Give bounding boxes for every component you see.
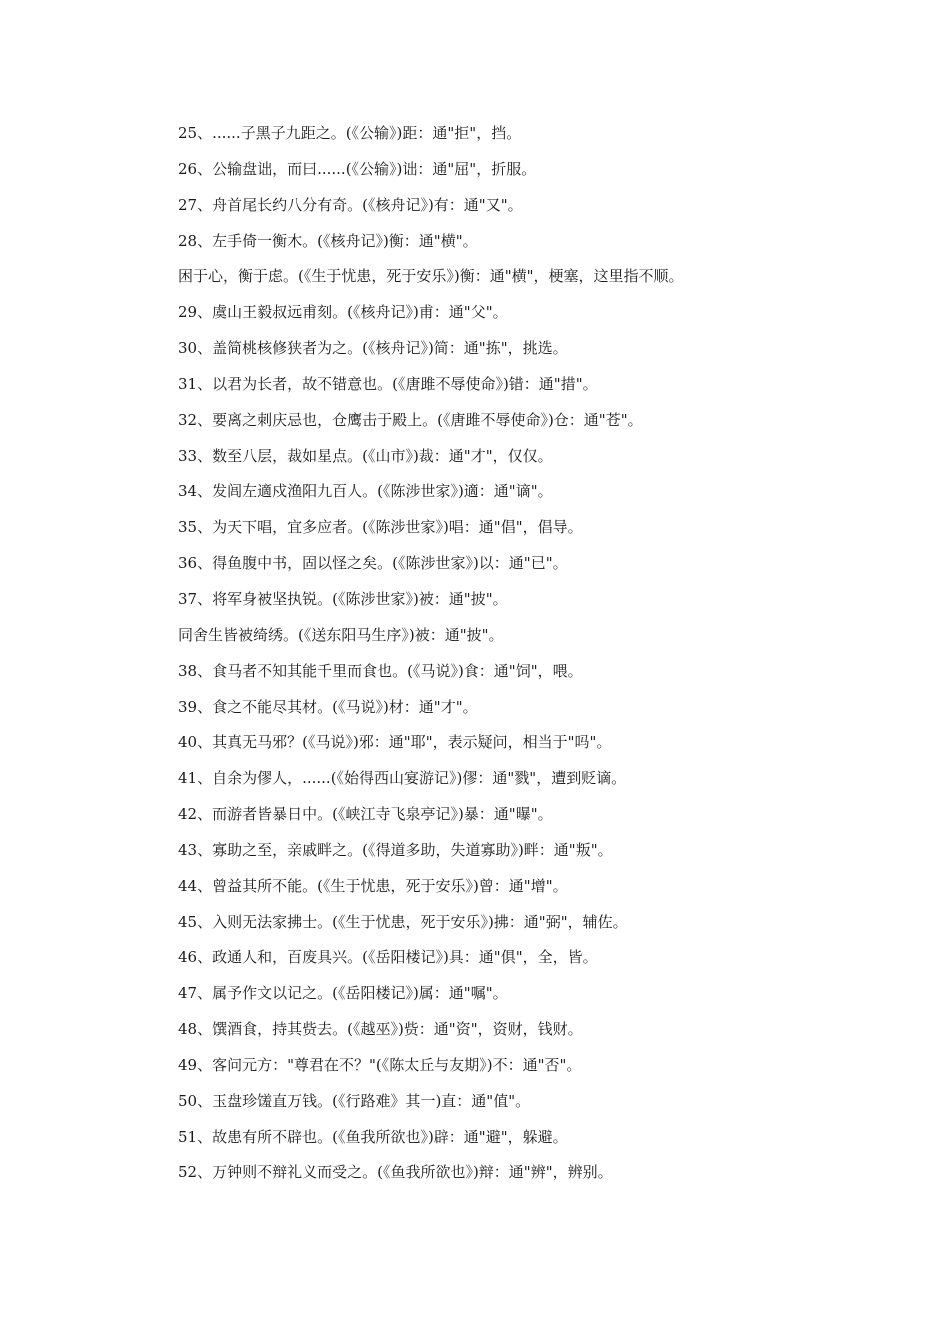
list-item: 25、......子黑子九距之。(《公输》)距：通"拒"，挡。 [178, 124, 522, 142]
list-item: 38、食马者不知其能千里而食也。(《马说》)食：通"饲"，喂。 [178, 661, 583, 680]
list-item: 困于心，衡于虑。(《生于忧患，死于安乐》)衡：通"横"，梗塞，这里指不顺。 [178, 267, 684, 286]
list-item: 45、入则无法家拂士。(《生于忧患，死于安乐》)拂：通"弼"，辅佐。 [178, 912, 628, 931]
list-item: 41、自余为僇人，......(《始得西山宴游记》)僇：通"戮"，遭到贬谪。 [178, 769, 627, 788]
list-item: 50、玉盘珍馐直万钱。(《行路难》其一)直：通"值"。 [178, 1091, 531, 1110]
list-item: 35、为天下唱，宜多应者。(《陈涉世家》)唱：通"倡"，倡导。 [178, 518, 583, 537]
list-item: 52、万钟则不辩礼义而受之。(《鱼我所欲也》)辩：通"辨"，辨别。 [178, 1163, 613, 1182]
list-item: 37、将军身被坚执锐。(《陈涉世家》)被：通"披"。 [178, 589, 508, 608]
list-item: 31、以君为长者，故不错意也。(《唐雎不辱使命》)错：通"措"。 [178, 374, 598, 393]
list-item: 26、公输盘诎，而曰......(《公输》)诎：通"屈"，折服。 [178, 159, 537, 178]
list-item: 48、馔酒食，持其赀去。(《越巫》)赀：通"资"，资财，钱财。 [178, 1020, 583, 1039]
list-item: 46、政通人和，百废具兴。(《岳阳楼记》)具：通"俱"，全，皆。 [178, 948, 598, 967]
list-item: 32、要离之刺庆忌也，仓鹰击于殿上。(《唐雎不辱使命》)仓：通"苍"。 [178, 410, 643, 429]
list-item: 27、舟首尾长约八分有奇。(《核舟记》)有：通"又"。 [178, 195, 523, 214]
list-item: 30、盖简桃核修狭者为之。(《核舟记》)简：通"拣"，挑选。 [178, 339, 568, 358]
annotation-list [178, 122, 918, 1197]
list-item: 28、左手倚一衡木。(《核舟记》)衡：通"横"。 [178, 231, 478, 250]
list-item: 同舍生皆被绮绣。(《送东阳马生序》)被：通"披"。 [178, 625, 504, 644]
list-item: 47、属予作文以记之。(《岳阳楼记》)属：通"嘱"。 [178, 984, 508, 1003]
list-item: 36、得鱼腹中书，固以怪之矣。(《陈涉世家》)以：通"已"。 [178, 554, 568, 573]
list-item: 40、其真无马邪？(《马说》)邪：通"耶"，表示疑问，相当于"吗"。 [178, 733, 612, 752]
list-item: 34、发闾左適戍渔阳九百人。(《陈涉世家》)適：通"谪"。 [178, 482, 553, 501]
list-item: 43、寡助之至，亲戚畔之。(《得道多助，失道寡助》)畔：通"叛"。 [178, 840, 613, 859]
list-item: 33、数至八层，裁如星点。(《山市》)裁：通"才"，仅仅。 [178, 446, 553, 465]
list-item: 44、曾益其所不能。(《生于忧患，死于安乐》)曾：通"增"。 [178, 876, 568, 895]
list-item: 39、食之不能尽其材。(《马说》)材：通"才"。 [178, 697, 478, 716]
list-item: 42、而游者皆暴日中。(《峡江寺飞泉亭记》)暴：通"曝"。 [178, 805, 553, 824]
list-item: 49、客问元方："尊君在不？"(《陈太丘与友期》)不：通"否"。 [178, 1055, 582, 1074]
list-item: 51、故患有所不辟也。(《鱼我所欲也》)辟：通"避"，躲避。 [178, 1127, 568, 1146]
list-item: 29、虞山王毅叔远甫刻。(《核舟记》)甫：通"父"。 [178, 303, 508, 322]
